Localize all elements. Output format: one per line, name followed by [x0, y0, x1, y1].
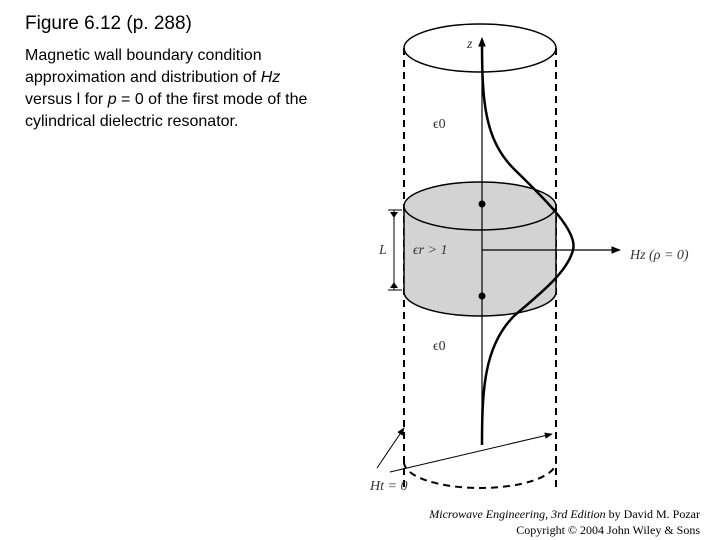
- puck-top-center-point: [479, 201, 486, 208]
- caption-line1: Magnetic wall boundary condition approximation and distribution of: [25, 47, 262, 86]
- length-label: L: [379, 243, 387, 258]
- epsilon-r-label: ϵr > 1: [413, 243, 448, 258]
- puck-bottom-center-point: [479, 293, 486, 300]
- book-title: Microwave Engineering, 3rd Edition: [429, 507, 606, 521]
- length-arrow-bottom: [390, 282, 398, 288]
- ht-leader-to-right-wall: [390, 434, 552, 472]
- outer-cylinder-bottom: [404, 462, 556, 488]
- caption-p: p: [107, 91, 117, 108]
- length-arrow-top: [390, 212, 398, 218]
- z-axis-label: z: [467, 37, 473, 52]
- book-author: by David M. Pozar: [605, 507, 700, 521]
- ht-zero-label: Ht = 0: [370, 479, 408, 494]
- figure-title: Figure 6.12 (p. 288): [25, 13, 192, 34]
- epsilon-zero-top-label: ϵ0: [433, 117, 446, 132]
- hz-axis-label: Hz (ρ = 0): [630, 248, 689, 263]
- credit-line1: [429, 506, 700, 522]
- outer-cylinder-top: [404, 24, 556, 72]
- copyright-line: Copyright © 2004 John Wiley & Sons: [516, 523, 700, 537]
- epsilon-zero-bottom-label: ϵ0: [433, 339, 446, 354]
- caption-hz: Hz: [260, 69, 281, 86]
- book-credit: [429, 506, 700, 538]
- caption-end: = 0 of the first mode of the cylindrical dielectric resonator.: [25, 91, 308, 130]
- ht-leader-to-left-wall: [377, 428, 404, 468]
- caption-middle: versus l for: [25, 91, 108, 108]
